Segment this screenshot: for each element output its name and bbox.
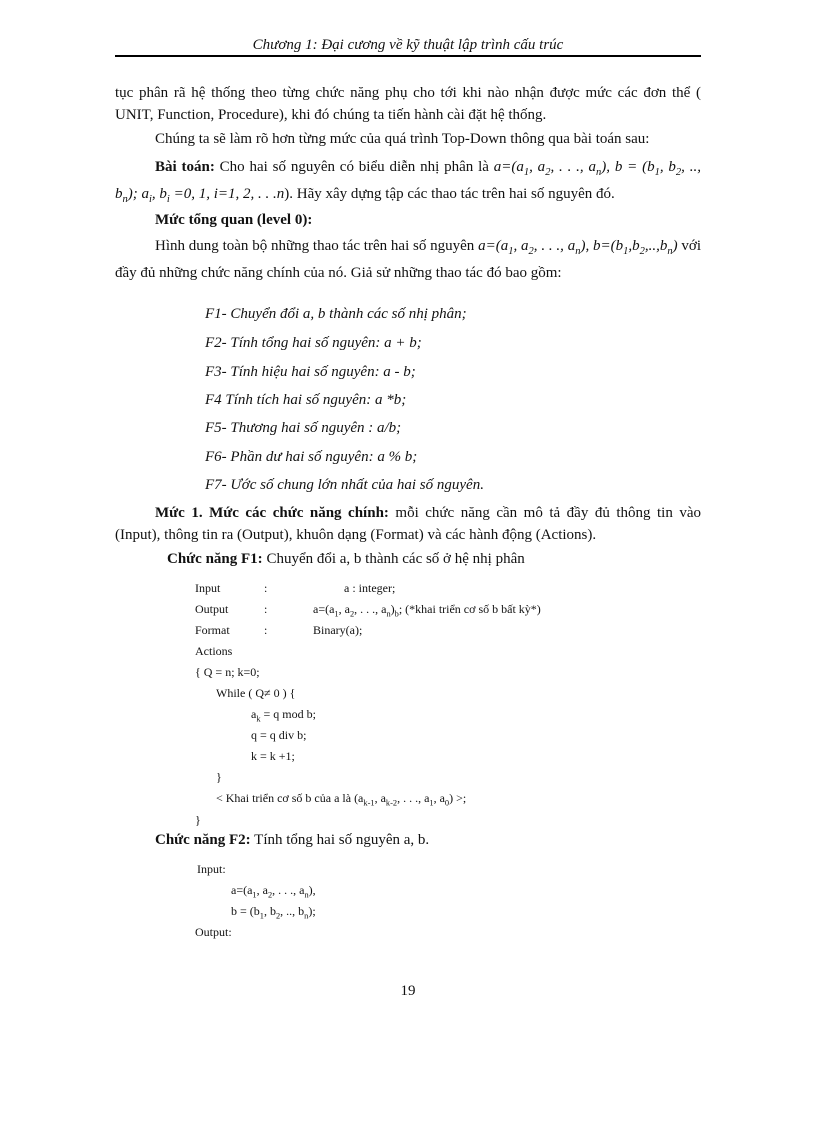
function-item: F3- Tính hiệu hai số nguyên: a - b; [205, 364, 416, 380]
f1-heading: Chức năng F1: Chuyển đổi a, b thành các số ở hệ nhị phân [167, 551, 525, 567]
problem-statement: Bài toán: Cho hai số nguyên có biểu diễn nhị phân là $a=(a_1$, $a_2$, . . ., $a_n$), $b = (b_1$, $b_2$, .., $b_n$); $a_i$, $b_i =0$, 1, i=1, 2, . . .n). Hãy xây dựng tập các thao tác trên hai số nguyên đó. [115, 159, 701, 205]
function-item: F7- Ước số chung lớn nhất của hai số nguyên. [205, 477, 484, 493]
function-item: F1- Chuyển đổi a, b thành các số nhị phân; [205, 306, 467, 322]
page-header: Chương 1: Đại cương về kỹ thuật lập trình cấu trúc [252, 37, 564, 53]
f1-output-colon: : [264, 602, 268, 616]
f1-output-value: $a=(a_1$, $a_2$, . . ., $a_n)_b$; (*khai triển cơ số b bất kỳ*) [313, 602, 541, 619]
f1-code-line: } [216, 770, 222, 784]
page-number: 19 [400, 983, 416, 999]
level0-paragraph: Hình dung toàn bộ những thao tác trên hai số nguyên $a=(a_1$, $a_2$, . . ., $a_n$), $b=(b_1,b_2,..,b_n)$ với đầy đủ những chức năng chính của nó. Giả sử những thao tác đó bao gồm: [115, 238, 701, 281]
f1-code-line: $a_k = q$ mod b; [251, 707, 316, 724]
f2-output-label: Output: [195, 925, 232, 939]
function-item: F6- Phần dư hai số nguyên: a % b; [205, 449, 418, 465]
intro-paragraph: tục phân rã hệ thống theo từng chức năng phụ cho tới khi nào nhận được mức các đơn thể ( UNIT, Function, Procedure), khi đó chúng ta tiến hành cài đặt hệ thống. [115, 85, 701, 123]
level1-paragraph: Mức 1. Mức các chức năng chính: mỗi chức năng cần mô tả đầy đủ thông tin vào (Input), thông tin ra (Output), khuôn dạng (Format) và các hành động (Actions). [115, 505, 701, 543]
level0-heading: Mức tổng quan (level 0): [155, 212, 313, 228]
level0-formula: $a=(a_1$, $a_2$, . . ., $a_n$), $b=(b_1,b_2,..,b_n)$ [478, 238, 678, 257]
intro-sentence: Chúng ta sẽ làm rõ hơn từng mức của quá trình Top-Down thông qua bài toán sau: [155, 131, 650, 147]
f1-output-label: Output [195, 602, 229, 616]
f1-code-line: k = k +1; [251, 749, 295, 763]
f1-actions-label: Actions [195, 644, 233, 658]
f1-input-value: a : integer; [344, 581, 396, 595]
f1-code-line: q = q div b; [251, 728, 307, 742]
problem-label: Bài toán: [155, 159, 215, 175]
f1-code-line: < Khai triển cơ số b của a là ($a_{k-1}$, $a_{k-2}$, . . ., $a_1$, $a_0$) >; [216, 791, 467, 808]
function-item: F5- Thương hai số nguyên : a/b; [205, 420, 402, 436]
f1-format-value: Binary(a); [313, 623, 363, 637]
problem-formula: $a=(a_1$, $a_2$, . . ., $a_n$), $b = (b_1$, $b_2$, .., $b_n$); $a_i$, $b_i =0$, 1, i=1, 2, . . .n [115, 159, 701, 205]
header-rule [115, 55, 701, 57]
function-item: F2- Tính tổng hai số nguyên: a + b; [205, 335, 422, 351]
f1-input-colon: : [264, 581, 268, 595]
f1-code-line: } [195, 813, 201, 827]
f1-code-line: While ( Q≠ 0 ) { [216, 686, 296, 700]
function-item: F4 Tính tích hai số nguyên: a *b; [205, 392, 407, 408]
f2-input-label: Input: [197, 862, 226, 876]
f1-format-label: Format [195, 623, 230, 637]
f1-input-label: Input [195, 581, 221, 595]
f2-heading: Chức năng F2: Tính tổng hai số nguyên a, b. [155, 832, 430, 848]
f1-code-line: { Q = n; k=0; [195, 665, 260, 679]
f2-input-a: $a=(a_1$, $a_2$, . . ., $a_n$), [231, 883, 316, 900]
f1-format-colon: : [264, 623, 268, 637]
f2-input-b: $b = (b_1$, $b_2$, .., $b_n$); [231, 904, 316, 921]
